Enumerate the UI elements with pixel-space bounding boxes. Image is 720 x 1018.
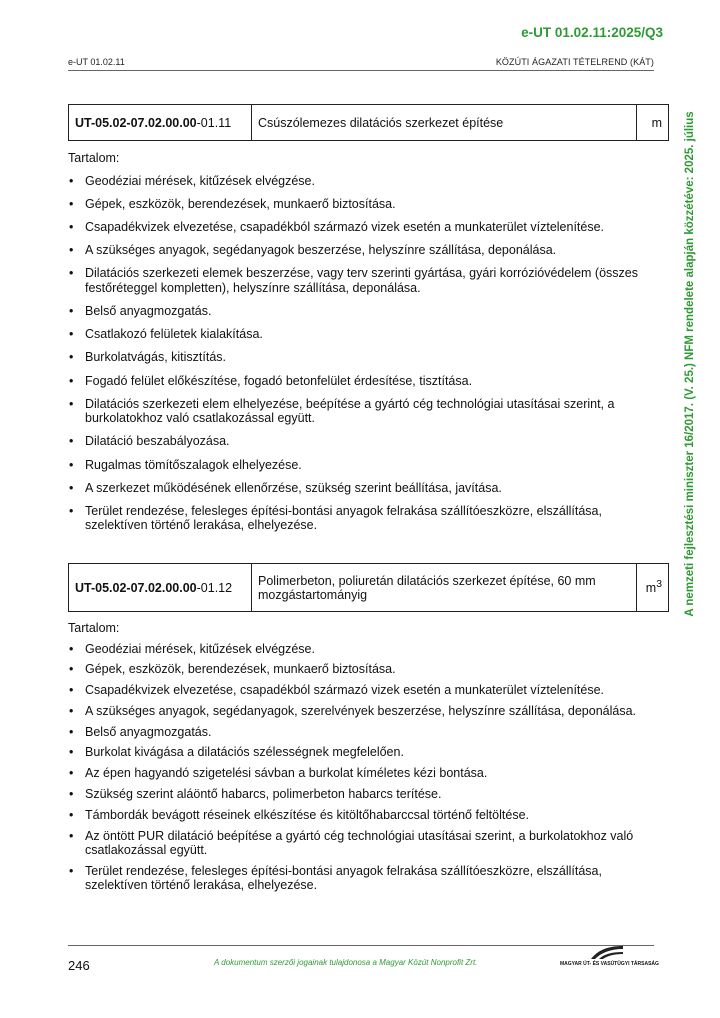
- list-item: • Csatlakozó felületek kialakítása.: [68, 327, 658, 342]
- content-list: [68, 642, 658, 893]
- organization-logo: [560, 944, 659, 974]
- item-description: Csúszólemezes dilatációs szerkezet építése: [252, 105, 637, 141]
- page-number: 246: [68, 958, 90, 973]
- content-title: Tartalom:: [68, 151, 120, 165]
- list-item: • Dilatációs szerkezeti elem elhelyezése, beépítése a gyártó cég technológiai utasításai szerint, a burkolatokhoz való csatlakozással együtt.: [68, 397, 658, 426]
- list-item: • Csapadékvizek elvezetése, csapadékból származó vizek esetén a munkaterület víztelenítése.: [68, 220, 658, 235]
- content-section-2: [68, 621, 658, 899]
- content-list: [68, 174, 658, 533]
- list-item: • Burkolat kivágása a dilatációs szélességnek megfelelően.: [68, 745, 658, 760]
- item-code: [69, 105, 252, 141]
- list-item: • Rugalmas tömítőszalagok elhelyezése.: [68, 458, 658, 473]
- road-swoosh-icon: [590, 944, 624, 960]
- list-item: • Terület rendezése, felesleges építési-bontási anyagok felrakása szállítóeszközre, elszállítása, szelektíven történő lerakása, elhelyezése.: [68, 504, 658, 533]
- header-left: e-UT 01.02.11: [68, 57, 125, 67]
- list-item: • A szükséges anyagok, segédanyagok beszerzése, helyszínre szállítása, deponálása.: [68, 243, 658, 258]
- list-item: • Az épen hagyandó szigetelési sávban a burkolat kíméletes kézi bontása.: [68, 766, 658, 781]
- list-item: • Szükség szerint aláöntő habarcs, polimerbeton habarcs terítése.: [68, 787, 658, 802]
- item-code-suffix: -01.11: [196, 115, 232, 130]
- item-table-1: [68, 104, 669, 141]
- item-code-main: UT-05.02-07.02.00.00: [75, 115, 197, 130]
- list-item: • Dilatáció beszabályozása.: [68, 434, 658, 449]
- list-item: • Fogadó felület előkészítése, fogadó betonfelület érdesítése, tisztítása.: [68, 374, 658, 389]
- list-item: • Burkolatvágás, kitisztítás.: [68, 350, 658, 365]
- item-code: [69, 564, 252, 612]
- item-unit: [637, 564, 669, 612]
- side-note-text: A nemzeti fejlesztési miniszter 16/2017. (V. 25.) NFM rendelete alapján közzétéve: 2025. július: [684, 111, 696, 617]
- document-code: e-UT 01.02.11:2025/Q3: [521, 25, 663, 40]
- content-title: Tartalom:: [68, 621, 120, 635]
- list-item: • A szükséges anyagok, segédanyagok, szerelvények beszerzése, helyszínre szállítása, deponálása.: [68, 704, 658, 719]
- list-item: • Geodéziai mérések, kitűzések elvégzése.: [68, 174, 658, 189]
- list-item: • Geodéziai mérések, kitűzések elvégzése.: [68, 642, 658, 657]
- item-description: Polimerbeton, poliuretán dilatációs szerkezet építése, 60 mm mozgástartományig: [252, 564, 637, 612]
- list-item: • Terület rendezése, felesleges építési-bontási anyagok felrakása szállítóeszközre, elszállítása, szelektíven történő lerakása, elhelyezése.: [68, 864, 658, 893]
- item-code-main: UT-05.02-07.02.00.00: [75, 580, 197, 595]
- item-unit: m: [637, 105, 669, 141]
- list-item: • Csapadékvizek elvezetése, csapadékból származó vizek esetén a munkaterület víztelenítése.: [68, 683, 658, 698]
- list-item: • Gépek, eszközök, berendezések, munkaerő biztosítása.: [68, 662, 658, 677]
- list-item: • Támbordák bevágott réseinek elkészítése és kitöltőhabarccsal történő feltöltése.: [68, 808, 658, 823]
- list-item: • Dilatációs szerkezeti elemek beszerzése, vagy terv szerinti gyártása, gyári korrózióvédelem (összes festőréteggel kompletten), helyszínre szállítása, deponálása.: [68, 266, 658, 295]
- list-item: • Az öntött PUR dilatáció beépítése a gyártó cég technológiai utasításai szerint, a burkolatokhoz való csatlakozással együtt.: [68, 829, 658, 858]
- header-divider: [68, 70, 654, 71]
- list-item: • A szerkezet működésének ellenőrzése, szükség szerint beállítása, javítása.: [68, 481, 658, 496]
- item-code-suffix: -01.12: [196, 580, 233, 595]
- list-item: • Belső anyagmozgatás.: [68, 304, 658, 319]
- item-table-2: [68, 563, 669, 612]
- list-item: • Gépek, eszközök, berendezések, munkaerő biztosítása.: [68, 197, 658, 212]
- content-section-1: [68, 151, 658, 542]
- list-item: • Belső anyagmozgatás.: [68, 725, 658, 740]
- header-right: KÖZÚTI ÁGAZATI TÉTELREND (KÁT): [495, 57, 654, 67]
- item-unit-base: m: [645, 581, 657, 596]
- logo-text: MAGYAR ÚT- ÉS VASÚTÜGYI TÁRSASÁG: [560, 961, 659, 967]
- copyright-notice: A dokumentum szerzői jogainak tulajdonosa a Magyar Közút Nonprofit Zrt.: [214, 958, 478, 967]
- item-unit-exponent: 3: [656, 579, 662, 591]
